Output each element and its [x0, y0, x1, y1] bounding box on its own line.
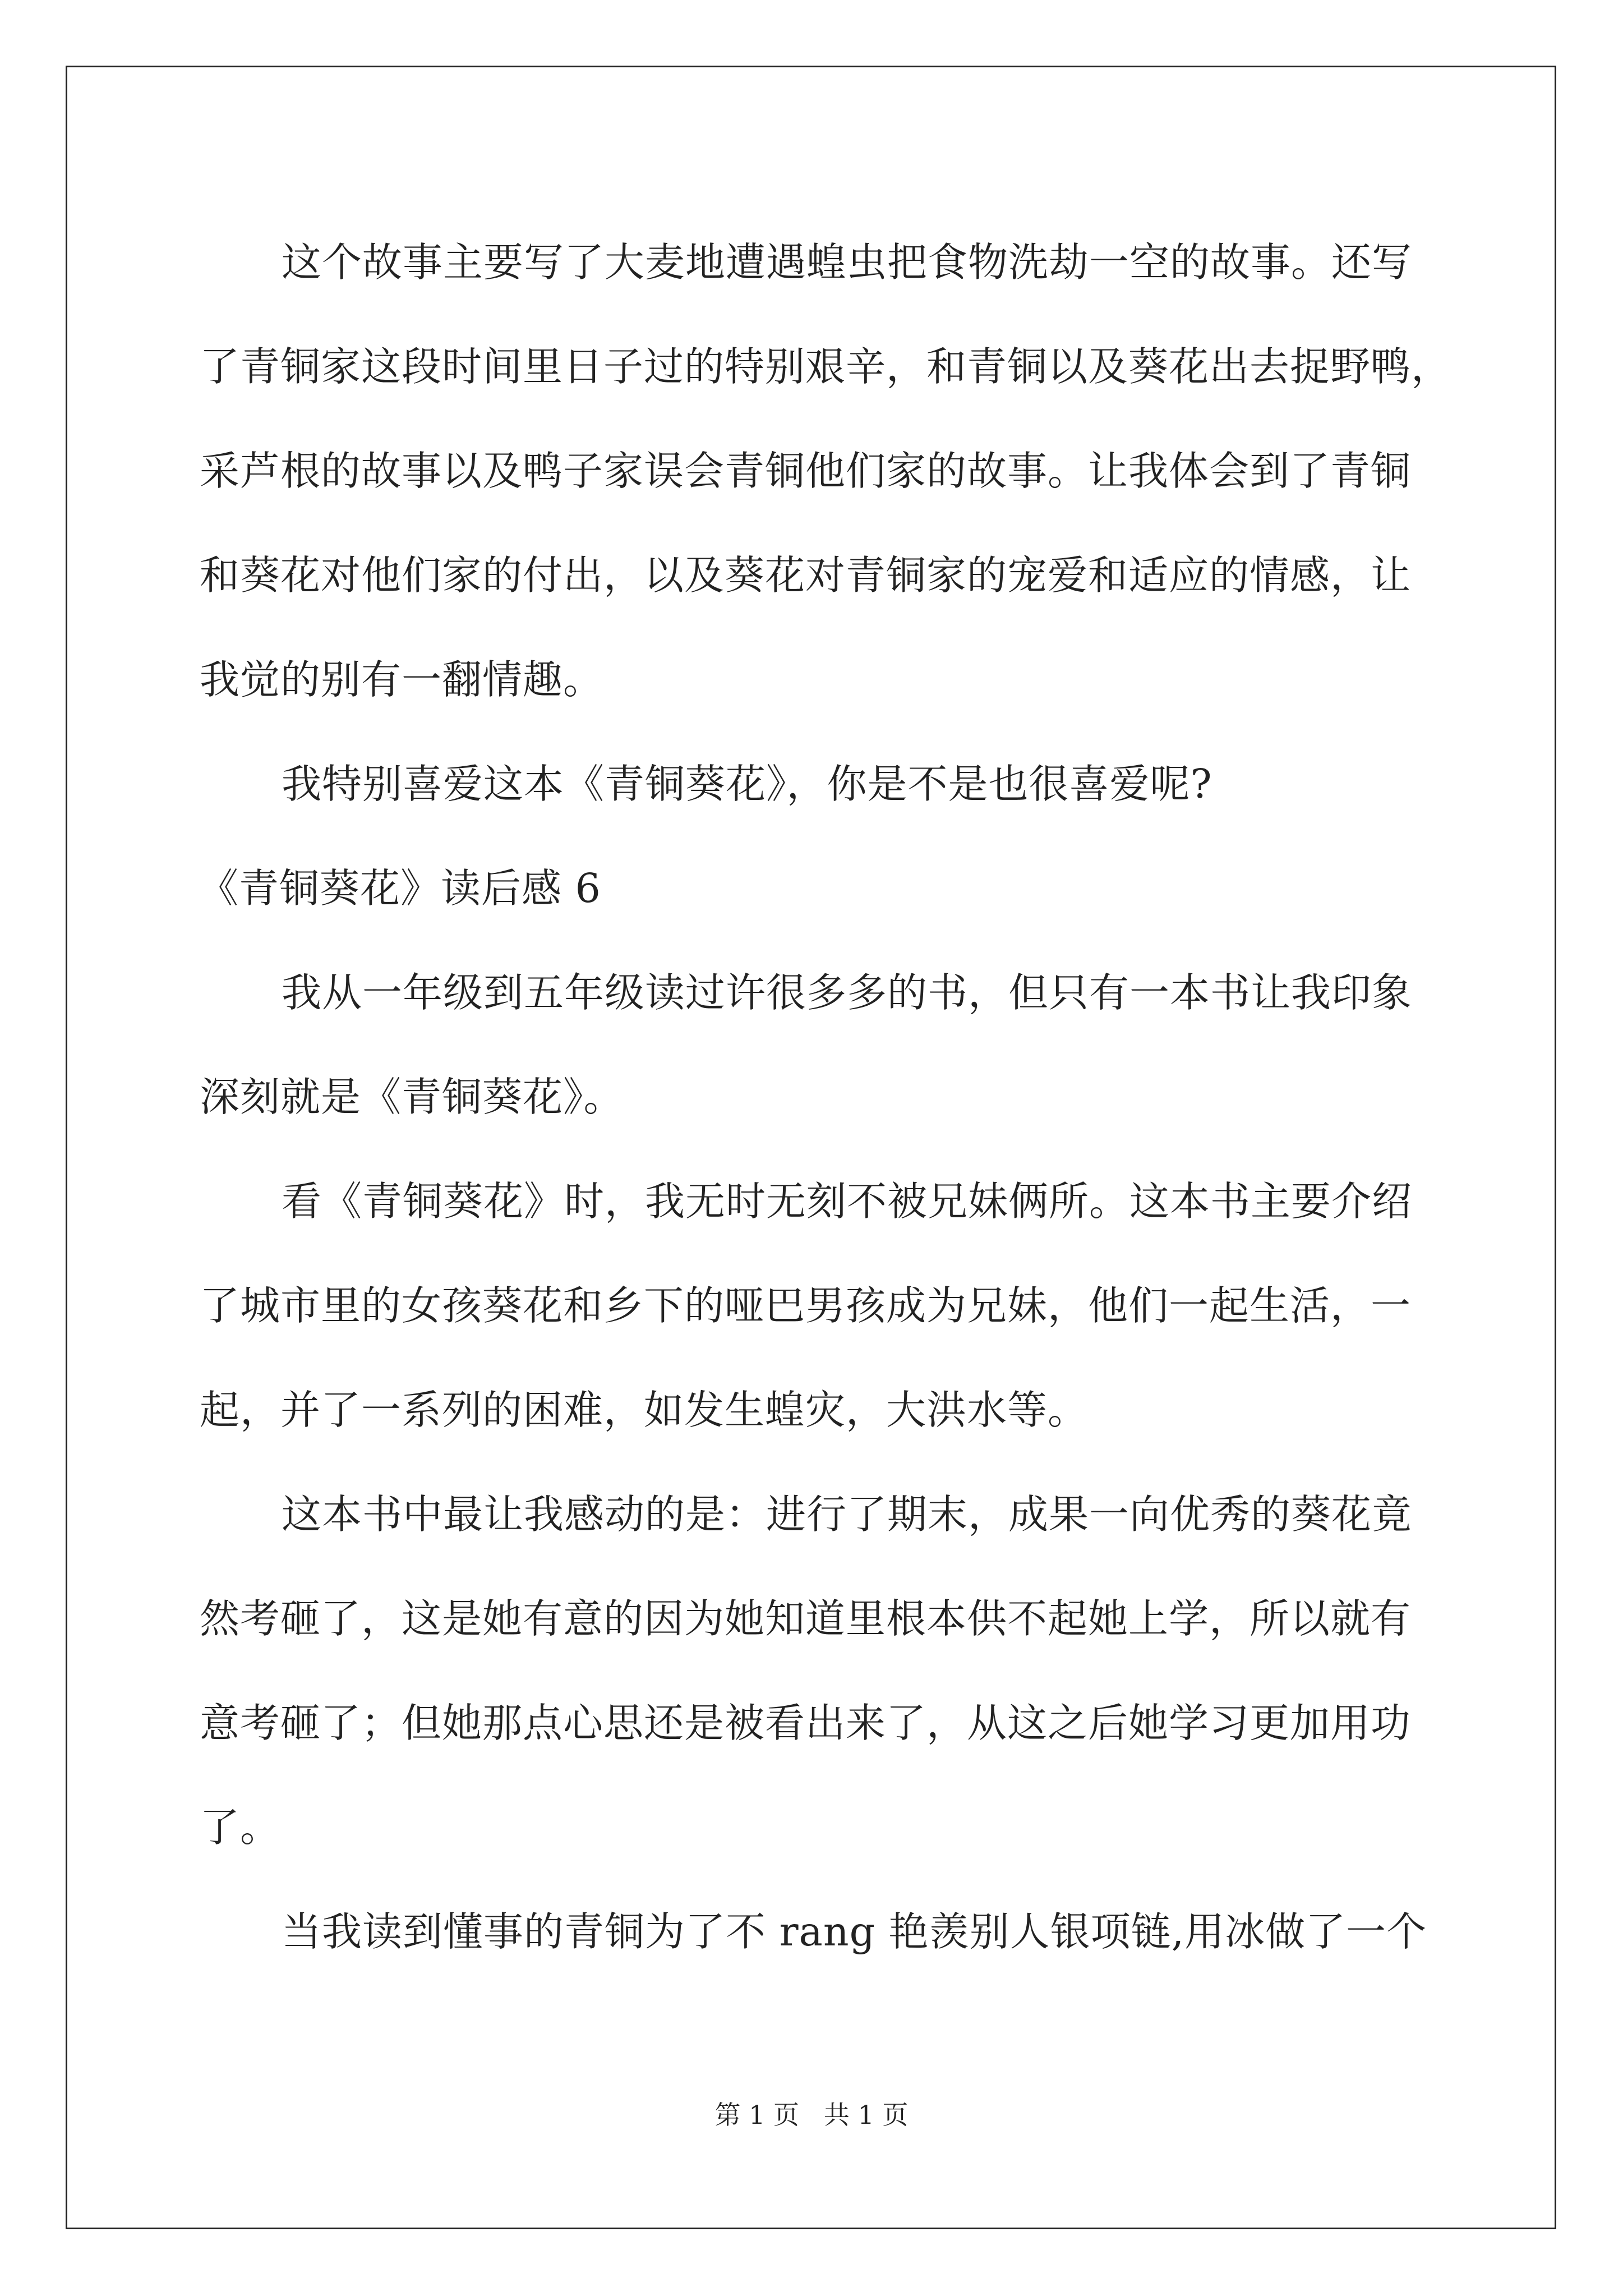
text-line: 这个故事主要写了大麦地遭遇蝗虫把食物洗劫一空的故事。还写 — [282, 239, 1413, 286]
text-line: 这本书中最让我感动的是：进行了期末，成果一向优秀的葵花竟 — [282, 1491, 1413, 1538]
document-body — [199, 210, 1452, 1984]
text-line: 和葵花对他们家的付出，以及葵花对青铜家的宠爱和适应的情感，让 — [200, 552, 1412, 599]
text-line: 深刻就是《青铜葵花》。 — [200, 1074, 624, 1120]
text-line: 看《青铜葵花》时，我无时无刻不被兄妹俩所。这本书主要介绍 — [282, 1178, 1413, 1225]
text-line: 我从一年级到五年级读过许很多多的书，但只有一本书让我印象 — [282, 969, 1413, 1016]
page-footer: 第 1 页 共 1 页 — [714, 2100, 909, 2130]
text-line: 起，并了一系列的困难，如发生蝗灾，大洪水等。 — [200, 1387, 1089, 1433]
text-line: 当我读到懂事的青铜为了不 rang 艳羡别人银项链,用冰做了一个 — [282, 1908, 1427, 1955]
text-line: 我特别喜爱这本《青铜葵花》，你是不是也很喜爱呢? — [282, 761, 1212, 807]
section-heading: 《青铜葵花》读后感 6 — [199, 865, 601, 912]
text-line: 意考砸了；但她那点心思还是被看出来了，从这之后她学习更加用功 — [200, 1700, 1412, 1746]
text-line: 我觉的别有一翻情趣。 — [200, 656, 604, 703]
text-line: 了城市里的女孩葵花和乡下的哑巴男孩成为兄妹，他们一起生活，一 — [200, 1282, 1412, 1329]
text-line: 然考砸了，这是她有意的因为她知道里根本供不起她上学，所以就有 — [200, 1595, 1412, 1642]
text-line: 了青铜家这段时间里日子过的特别艰辛，和青铜以及葵花出去捉野鸭， — [200, 343, 1452, 390]
text-line: 采芦根的故事以及鸭子家误会青铜他们家的故事。让我体会到了青铜 — [200, 448, 1412, 494]
text-line: 了。 — [200, 1804, 281, 1851]
